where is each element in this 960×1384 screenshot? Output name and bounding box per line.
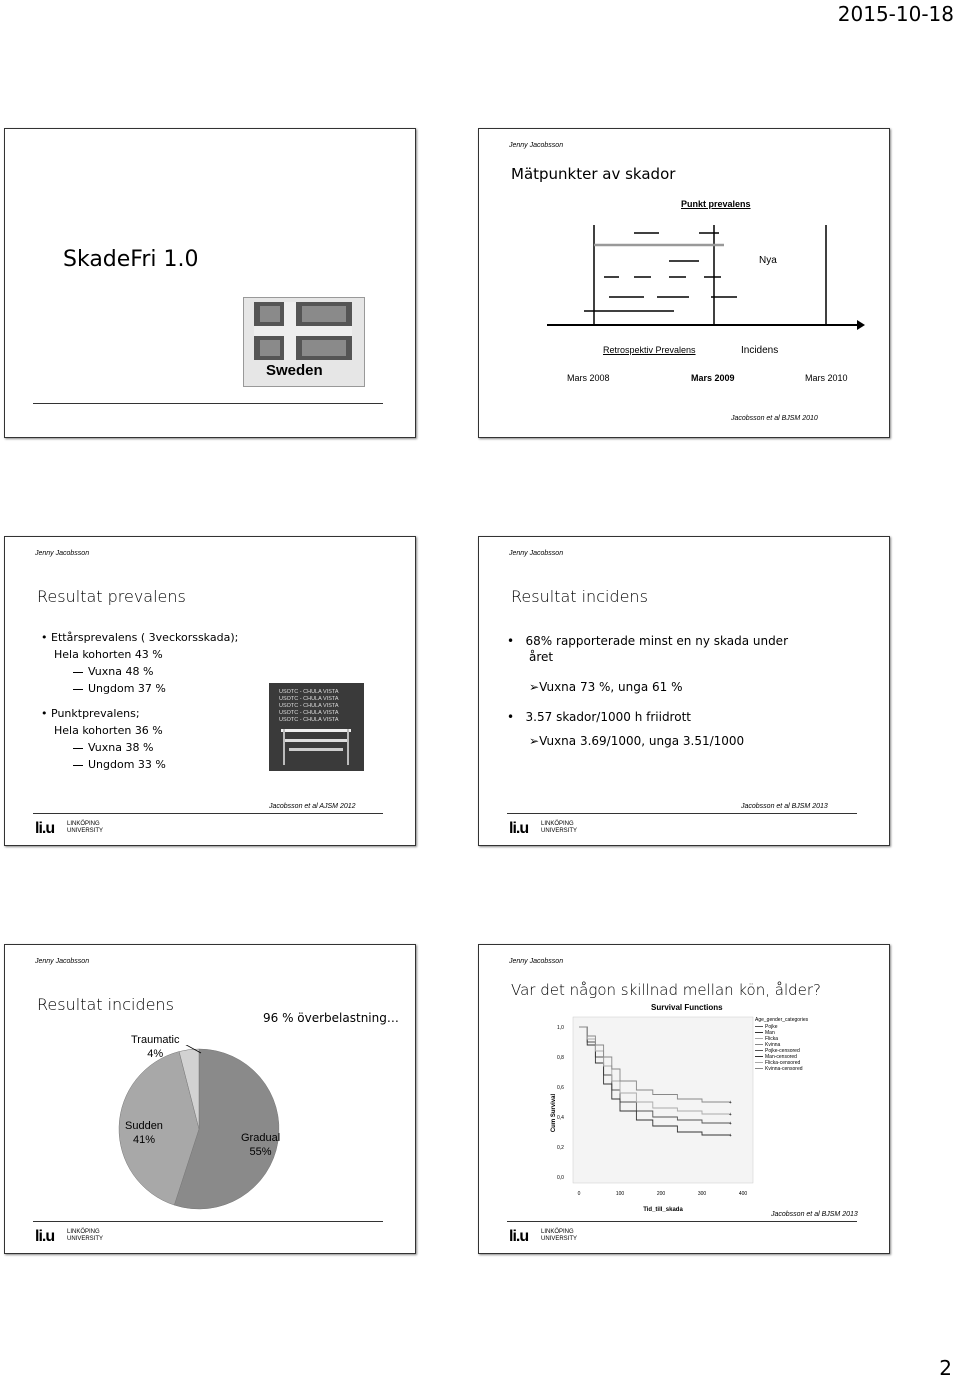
divider	[507, 813, 857, 814]
y-tick-label: 0,0	[557, 1175, 564, 1181]
author: Jenny Jacobsson	[35, 958, 90, 965]
liu-logo: li.u LINKÖPING UNIVERSITY	[509, 1228, 578, 1245]
logo-line-2: UNIVERSITY	[541, 1236, 578, 1242]
legend-swatch	[755, 1026, 763, 1027]
chart-title: Survival Functions	[651, 1003, 723, 1012]
y-tick-label: 1,0	[557, 1025, 564, 1031]
y-tick-label: 0,8	[557, 1055, 564, 1061]
censor-mark-pojke: +	[728, 1121, 732, 1127]
legend-item	[755, 1066, 808, 1072]
sub-2: Vuxna 3.69/1000, unga 3.51/1000	[539, 734, 745, 748]
bullet-list: • Ettårsprevalens ( 3veckorsskada); Hela kohorten 43 % Vuxna 48 % Ungdom 37 % • Punktprevalens; Hela kohorten 36 % Vuxna 38 % Ungdom 33 %	[41, 631, 239, 771]
logo-line-2: UNIVERSITY	[67, 1236, 104, 1242]
slide-2	[478, 128, 890, 438]
slide-3	[4, 536, 416, 846]
bullet-2: Punktprevalens;	[51, 707, 140, 720]
nya-label: Nya	[759, 255, 777, 266]
logo-line-1: LINKÖPING	[67, 821, 100, 827]
censor-mark-kvinna: +	[728, 1100, 732, 1106]
bullet-2-line: Hela kohorten 36 %	[54, 724, 163, 737]
divider	[33, 403, 383, 404]
legend-swatch	[755, 1068, 763, 1069]
legend-swatch	[755, 1044, 763, 1045]
survival-chart	[539, 1013, 869, 1218]
photo-sign-text: Sweden	[266, 362, 323, 379]
y-tick-label: 0,2	[557, 1145, 564, 1151]
date-2010: Mars 2010	[805, 373, 848, 383]
traumatic-pct: 4%	[147, 1048, 164, 1060]
hurdle-text-3: USOTC - CHULA VISTA	[279, 703, 339, 709]
sub-1: Vuxna 48 %	[88, 665, 154, 678]
pie-label-traumatic	[131, 1033, 180, 1061]
pie-label-gradual	[241, 1131, 280, 1159]
x-tick-label: 0	[577, 1191, 581, 1197]
punkt-prevalens-label: Punkt prevalens	[681, 199, 751, 209]
x-tick-label: 400	[738, 1191, 748, 1197]
legend-swatch	[755, 1050, 763, 1051]
citation: Jacobsson et al BJSM 2010	[731, 415, 818, 422]
logo-line-2: UNIVERSITY	[67, 828, 104, 834]
legend-label: Man	[765, 1030, 775, 1036]
legend-label: Pojke-censored	[765, 1048, 800, 1054]
y-tick-label: 0,6	[557, 1085, 564, 1091]
slide-4	[478, 536, 890, 846]
sub-3: Vuxna 38 %	[88, 741, 154, 754]
slide-title: Resultat incidens	[511, 587, 648, 606]
hurdle-text-4: USOTC - CHULA VISTA	[279, 710, 339, 716]
y-axis-label: Cum Survival	[551, 1093, 557, 1133]
header-date: 2015-10-18	[837, 2, 954, 26]
retro-prevalens-label: Retrospektiv Prevalens	[603, 345, 696, 355]
legend-label: Kvinna-censored	[765, 1066, 803, 1072]
author: Jenny Jacobsson	[509, 550, 564, 557]
gradual-label: Gradual	[241, 1132, 281, 1144]
date-2009: Mars 2009	[691, 373, 735, 383]
hurdle-text-5: USOTC - CHULA VISTA	[279, 717, 339, 723]
hurdle-text-1: USOTC - CHULA VISTA	[279, 689, 339, 695]
author: Jenny Jacobsson	[509, 958, 564, 965]
sudden-pct: 41%	[132, 1134, 155, 1146]
logo-line-2: UNIVERSITY	[541, 828, 578, 834]
traumatic-label: Traumatic	[131, 1034, 180, 1046]
hurdle-text-2: USOTC - CHULA VISTA	[279, 696, 339, 702]
logo-line-1: LINKÖPING	[541, 821, 574, 827]
logo-line-1: LINKÖPING	[541, 1229, 574, 1235]
legend-label: Flicka-censored	[765, 1060, 801, 1066]
legend-label: Pojke	[765, 1024, 778, 1030]
sub-1: Vuxna 73 %, unga 61 %	[539, 680, 683, 694]
legend	[755, 1017, 808, 1072]
divider	[33, 813, 383, 814]
citation: Jacobsson et al BJSM 2013	[771, 1211, 858, 1218]
x-axis-label: Tid_till_skada	[643, 1207, 683, 1213]
author: Jenny Jacobsson	[35, 550, 90, 557]
slide-1	[4, 128, 416, 438]
legend-swatch	[755, 1038, 763, 1039]
y-tick-label: 0,4	[557, 1115, 564, 1121]
liu-logo: li.u LINKÖPING UNIVERSITY	[35, 1228, 104, 1245]
censor-mark-flicka: +	[728, 1112, 732, 1118]
liu-logo: li.u LINKÖPING UNIVERSITY	[509, 820, 578, 837]
legend-swatch	[755, 1032, 763, 1033]
slide-title: SkadeFri 1.0	[63, 247, 199, 272]
slide-title: Mätpunkter av skador	[511, 165, 676, 183]
incidens-label: Incidens	[741, 345, 779, 356]
slide-title: Var det någon skillnad mellan kön, ålder?	[511, 981, 822, 999]
pie-label-sudden	[125, 1119, 163, 1147]
censor-mark-man: +	[728, 1133, 732, 1139]
page-number: 2	[939, 1356, 952, 1380]
citation: Jacobsson et al AJSM 2012	[269, 803, 356, 810]
legend-label: Man-censored	[765, 1054, 797, 1060]
slide-title: Resultat incidens	[37, 995, 174, 1014]
divider	[507, 1221, 857, 1222]
liu-logo: li.u LINKÖPING UNIVERSITY	[35, 820, 104, 837]
sudden-label: Sudden	[125, 1120, 163, 1132]
x-tick-label: 100	[615, 1191, 625, 1197]
slide-6	[478, 944, 890, 1254]
legend-label: Kvinna	[765, 1042, 781, 1048]
sweden-photo	[243, 297, 365, 387]
author: Jenny Jacobsson	[509, 142, 564, 149]
date-2008: Mars 2008	[567, 373, 610, 383]
overload-text: 96 % överbelastning…	[263, 1011, 399, 1025]
slide-5	[4, 944, 416, 1254]
legend-swatch	[755, 1056, 763, 1057]
x-tick-label: 300	[697, 1191, 707, 1197]
hurdles-photo	[269, 683, 364, 771]
bullet-1: Ettårsprevalens ( 3veckorsskada);	[51, 631, 239, 644]
gradual-pct: 55%	[249, 1146, 272, 1158]
sub-4: Ungdom 33 %	[88, 758, 166, 771]
sub-2: Ungdom 37 %	[88, 682, 166, 695]
bullet-1b: året	[529, 650, 554, 664]
bullet-2: 3.57 skador/1000 h friidrott	[525, 710, 691, 724]
divider	[33, 1221, 383, 1222]
legend-title: Age_gender_categories	[755, 1017, 809, 1023]
legend-label: Flicka	[765, 1036, 779, 1042]
bullet-1-line: Hela kohorten 43 %	[54, 648, 163, 661]
bullet-list: • 68% rapporterade minst en ny skada under året ➢Vuxna 73 %, unga 61 % • 3.57 skador/1000 h friidrott ➢Vuxna 3.69/1000, unga 3.51/1000	[507, 634, 789, 748]
citation: Jacobsson et al BJSM 2013	[741, 803, 828, 810]
timeline-diagram	[539, 215, 869, 335]
x-tick-label: 200	[656, 1191, 666, 1197]
logo-line-1: LINKÖPING	[67, 1229, 100, 1235]
bullet-1: 68% rapporterade minst en ny skada under	[525, 634, 789, 648]
slide-title: Resultat prevalens	[37, 587, 186, 606]
legend-swatch	[755, 1062, 763, 1063]
